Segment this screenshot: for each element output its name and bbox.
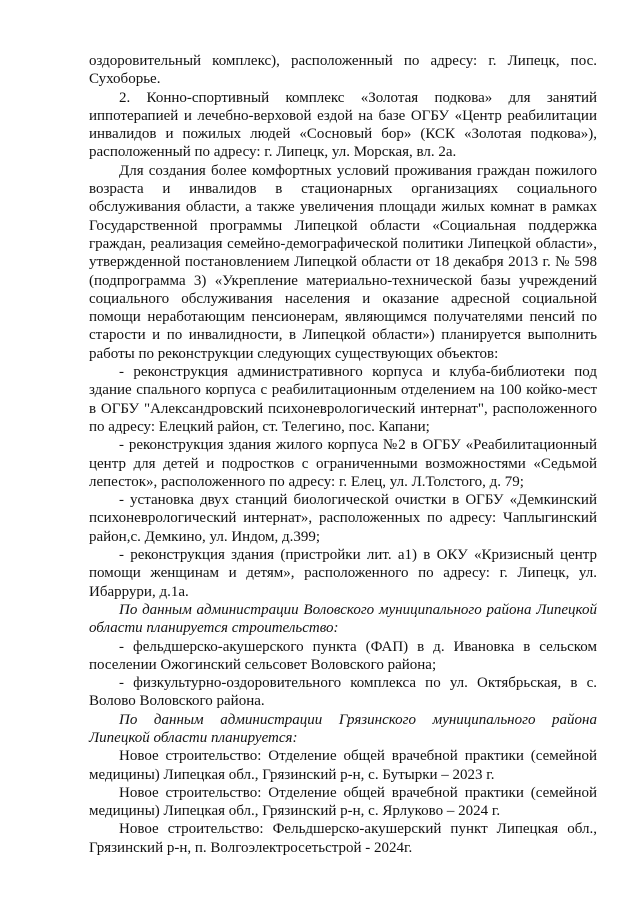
paragraph-state-program: Для создания более комфортных условий проживания граждан пожилого возраста и инвалидов в стационарных организациях социального обслуживания области, а также увеличения площади жилых комнат в рамках Государственной программы Липецкой области «Социальная поддержка граждан, реализация семейно-демографической политики Липецкой области», утвержденной постановлением Липецкой области от 18 декабря 2013 г. № 598 (подпрограмма 3) «Укрепление материально-технической базы учреждений социального обслуживания населения и оказание адресной социальной помощи неработающим пенсионерам, являющимся получателями пенсий по старости и по инвалидности, в Липецкой области») планируется выполнить работы по реконструкции следующих существующих объектов:: [89, 162, 597, 362]
list-item-sports-complex-volovo: - физкультурно-оздоровительного комплекса по ул. Октябрьская, в с. Волово Воловского района.: [89, 675, 597, 710]
section-heading-gryazinsky: По данным администрации Грязинского муниципального района Липецкой области планируется:: [89, 711, 597, 746]
paragraph-golden-horseshoe: 2. Конно-спортивный комплекс «Золотая подкова» для занятий иппотерапией и лечебно-верховой ездой на базе ОГБУ «Центр реабилитации инвалидов и пожилых людей «Сосновый бор» (КСК «Золотая подкова»), расположенный по адресу: г. Липецк, ул. Морская, вл. 2а.: [89, 89, 597, 161]
paragraph-sukhoborye-end: оздоровительный комплекс), расположенный по адресу: г. Липецк, пос. Сухоборье.: [89, 53, 597, 88]
section-heading-volovsky: По данным администрации Воловского муниципального района Липецкой области планируется строительство:: [89, 601, 597, 637]
list-item-aleksandrovsky-internat: - реконструкция административного корпуса и клуба-библиотеки под здание спального корпуса с реабилитационным отделением на 100 койко-мест в ОГБУ "Александровский психоневрологический интернат", расположенного по адресу: Елецкий район, ст. Телегино, пос. Капани;: [89, 364, 597, 435]
list-item-butyrki: Новое строительство: Отделение общей врачебной практики (семейной медицины) Липецкая обл., Грязинский р-н, с. Бутырки – 2023 г.: [89, 748, 597, 783]
list-item-yarlukovo: Новое строительство: Отделение общей врачебной практики (семейной медицины) Липецкая обл., Грязинский р-н, с. Ярлуково – 2024 г.: [89, 784, 597, 820]
list-item-crisis-center: - реконструкция здания (пристройки лит. а1) в ОКУ «Кризисный центр помощи женщинам и детям», расположенного по адресу: г. Липецк, ул. Ибаррури, д.1а.: [89, 547, 597, 600]
list-item-demkinsky-internat: - установка двух станций биологической очистки в ОГБУ «Демкинский психоневрологический интернат», расположенных по адресу: Чаплыгинский район,с. Демкино, ул. Индом, д.399;: [89, 492, 597, 545]
document-page: [89, 52, 597, 857]
list-item-sedmoy-lepestok: - реконструкция здания жилого корпуса №2 в ОГБУ «Реабилитационный центр для детей и подростков с ограниченными возможностями «Седьмой лепесток», расположенного по адресу: г. Елец, ул. Л.Толстого, д. 79;: [89, 437, 597, 490]
list-item-fap-ivanovka: - фельдшерско-акушерского пункта (ФАП) в д. Ивановка в сельском поселении Ожогинский сельсовет Воловского района;: [89, 638, 597, 673]
list-item-volgoelektrosetstroy: Новое строительство: Фельдшерско-акушерский пункт Липецкая обл., Грязинский р-н, п. Волгоэлектросетьстрой - 2024г.: [89, 821, 597, 856]
